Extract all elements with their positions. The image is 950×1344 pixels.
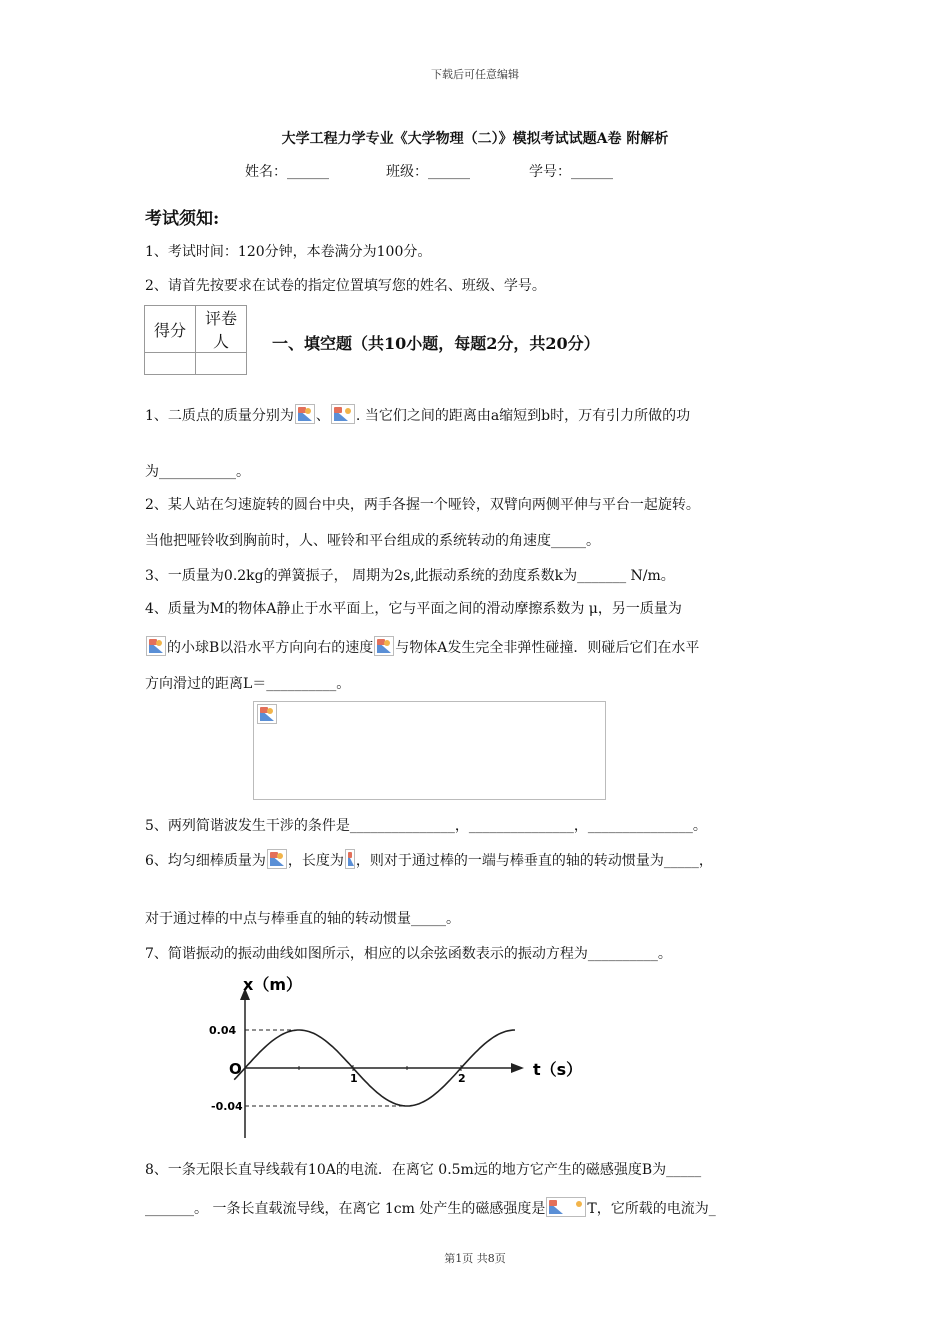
y-tick-label: -0.04: [211, 1100, 243, 1113]
question-4-line-2: [145, 636, 699, 657]
question-2-line-1: 2、某人站在匀速旋转的圆台中央，两手各握一个哑铃，双臂向两侧平伸与平台一起旋转。: [145, 497, 700, 513]
question-6-line-2: 对于通过棒的中点与棒垂直的轴的转动惯量_____。: [145, 911, 460, 927]
formula-image-icon: [146, 636, 166, 656]
q4-figure-frame: [253, 701, 606, 800]
score-table: [144, 305, 247, 375]
notice-item-2: 2、请首先按要求在试卷的指定位置填写您的姓名、班级、学号。: [145, 278, 546, 294]
question-4-line-1: 4、质量为M的物体A静止于水平面上，它与平面之间的滑动摩擦系数为 μ，另一质量为: [145, 601, 682, 617]
q1-text-b: . 当它们之间的距离由a缩短到b时，万有引力所做的功: [355, 408, 691, 424]
page-header: 下载后可任意编辑: [431, 68, 519, 81]
figure-image-icon: [257, 704, 277, 724]
q6-text-a3: ，则对于通过棒的一端与棒垂直的轴的转动惯量为_____，: [355, 853, 713, 869]
q1-blank: 为___________。: [145, 464, 250, 480]
formula-image-icon: [546, 1197, 586, 1217]
class-field: 班级：______: [386, 164, 470, 180]
grader-cell: [196, 353, 247, 375]
q6-text-a1: 6、均匀细棒质量为: [145, 853, 266, 869]
question-2-line-2: 当他把哑铃收到胸前时，人、哑铃和平台组成的系统转动的角速度_____。: [145, 533, 600, 549]
formula-image-icon: [331, 404, 355, 424]
q8-text-b2: T，它所载的电流为_: [587, 1201, 716, 1217]
question-3: 3、一质量为0.2kg的弹簧振子， 周期为2s,此振动系统的劲度系数k为_______ N/m。: [145, 568, 675, 584]
section-title: 一、填空题（共10小题，每题2分，共20分）: [272, 334, 600, 353]
score-label: 得分: [145, 306, 196, 353]
notice-item-1: 1、考试时间：120分钟，本卷满分为100分。: [145, 244, 432, 260]
formula-image-icon: [267, 849, 287, 869]
vibration-curve-chart: [209, 970, 583, 1140]
question-8-line-2: [145, 1197, 716, 1218]
origin-label: O: [229, 1060, 242, 1078]
q4-text-b1: 的小球B以沿水平方向向右的速度: [167, 640, 374, 656]
q4-text-b2: 与物体A发生完全非弹性碰撞．则碰后它们在水平: [395, 640, 700, 656]
question-6-line-1: [145, 849, 713, 870]
y-tick-label: 0.04: [209, 1024, 237, 1037]
question-7: 7、简谐振动的振动曲线如图所示，相应的以余弦函数表示的振动方程为__________。: [145, 946, 672, 962]
q1-sep: 、: [315, 408, 330, 424]
student-id-field: 学号：______: [529, 164, 613, 180]
grader-label: 评卷人: [196, 306, 247, 353]
question-5: 5、两列简谐波发生干涉的条件是_______________，_______________，_______________。: [145, 818, 707, 834]
page-footer: 第1页 共8页: [444, 1252, 506, 1265]
x-axis-label: t（s）: [533, 1060, 583, 1079]
exam-title: 大学工程力学专业《大学物理（二）》模拟考试试题A卷 附解析: [281, 131, 669, 147]
formula-image-icon: [295, 404, 315, 424]
q8-text-b1: _______。 一条长直载流导线，在离它 1cm 处产生的磁感强度是: [145, 1201, 546, 1217]
name-field: 姓名：______: [245, 164, 329, 180]
formula-image-icon: [345, 849, 355, 869]
q1-text-a: 1、二质点的质量分别为: [145, 408, 294, 424]
x-tick-label: 1: [350, 1072, 358, 1085]
formula-image-icon: [374, 636, 394, 656]
notice-heading: 考试须知:: [145, 209, 220, 229]
question-4-line-3: 方向滑过的距离L＝__________。: [145, 676, 351, 692]
x-axis-arrow: [511, 1063, 524, 1073]
question-1: [145, 404, 690, 425]
y-axis-label: x（m）: [243, 975, 302, 994]
question-8-line-1: 8、一条无限长直导线载有10A的电流．在离它 0.5m远的地方它产生的磁感强度B为_____: [145, 1162, 702, 1178]
q6-text-a2: ，长度为: [287, 853, 344, 869]
x-tick-label: 2: [458, 1072, 466, 1085]
score-cell: [145, 353, 196, 375]
